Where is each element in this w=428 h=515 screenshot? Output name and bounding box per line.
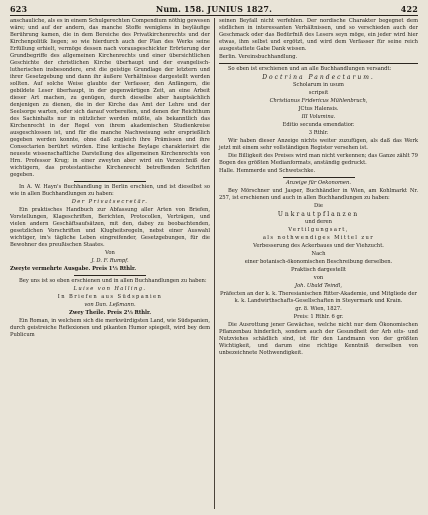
- r-ad2-title: Unkrautpflanzen: [277, 211, 360, 218]
- r-ad1-note1: Wir haben dieser Anzeige nichts weiter zuzufügen, als daß das Werk jetzt mit einem sehr vollständigen Register versehen ist.: [219, 138, 418, 151]
- page-number-left: 623: [10, 4, 28, 14]
- r-ad2-prak: Praktisch dargestellt: [290, 267, 346, 273]
- left-column: [10, 18, 210, 340]
- r-ad2-von: von: [313, 275, 324, 281]
- r-ad2-line: als nothwendiges Mittel zur: [262, 235, 375, 241]
- r-ad2-und: und deren: [305, 219, 332, 225]
- issue-date: Num. 158. JUNIUS 1827.: [155, 4, 273, 14]
- r-ad1-sig: Halle. Hemmerde und Schwetschke.: [219, 168, 316, 174]
- r-ad1-sub: Scholarum in usum: [293, 82, 344, 88]
- r-ad2-desc: einer botanisch-ökonomischen Beschreibung derselben.: [244, 259, 393, 265]
- ad1-title: Der Privatsecretär.: [71, 199, 149, 205]
- r-ad1-edition: Editio secunda emendatior.: [282, 122, 355, 128]
- r-ad2-line2: Verbesserung des Ackerbaues und der Viehzucht.: [253, 243, 384, 249]
- r-ad2-desc2: Präfecten an der k. k. Theresianischen Ritter-Akademie, und Mitgliede der k. k. Landwirthschafts-Gesellschaften in Steyermark und Krain.: [219, 291, 418, 304]
- ad2-price: Zwey Theile. Preis 2⅓ Rthlr.: [68, 310, 152, 316]
- left-paragraph-1: anschauliche, als es in einem Schulgerechten Compendium nöthig gewesen wäre; und auf der andern, das manche Stoffe weniglens in beyläufige Berührung kamen, die in dem Bereiche des Privatkirchenrechts und der Kirchenpolitik liegen; so wie hierdurch auch der Plan des Werks seine Erfüllung erhielt, vermöge dessen nach vorausgeschickter Erörterung der Grundbegriffe des allgemeinen Kirchenrechts und einer übersichtlichen Geschichte der christlichen Kirche überhaupt und der evangelisch-lutherischen insbesondere, erst die geistige Grundlage der letztern und ihrer Gesetzgebung und dann ihr äußere Verhältnisse dargestellt werden sollten. Auf solche Weise glaubte der Verfasser, den Anfängern, die gebildete Leser überhaupt, in der gegenwärtigen Zeit, an eine Arbeit dieser Art machen, zu genügen, durch dieselbe aber hauptsächlich denjenigen zu dienen, die in der Kirche das Amt der Lehre und der Seelsorge warten, oder sich darauf vorbereiten, und denen der Reichthum des Sachinhalts nur in nützlicher werden müßte, als bekanntlich das Kirchenrecht in der Regel von ihrem akademischen Studienkreise ausgeschlossen ist, und für die manche Nachweisung sehr ersprießlich gegeben werden konnte, ohne daß zugleich ihre Prämissen und ihre Consectarien berührt würden. Eine kritische Beylage charakterisirt die neueste wissenschaftliche Darstellung des allgemeinen Kirchenrechts von Hrn. Professor Krug; in einer zweyten aber wird ein Verzeichniß der wichtigern, das protestantische Kirchenrecht betreffenden Schriften gegeben.: [10, 18, 210, 178]
- ad2-author: Luise von Halling.: [73, 286, 147, 292]
- r-ad2-price2: Preis: 1 Rthlr. 6 gr.: [293, 314, 344, 320]
- r-ad1-price: 3 Rthlr.: [308, 130, 329, 136]
- r-ad1-vol: III Volumina.: [301, 114, 336, 120]
- ad1-body: Ein praktisches Handbuch zur Abfassung aller Arten von Briefen, Vorstellungen, Klageschriften, Berichten, Protocollen, Verträgen, und vielen andern Geschäftsaufsätzen, mit den, dabey zu beobachtenden, gesetzlichen Vorschriften und Klugheitsregeln, nebst einer Auswahl wichtiger, im's tägliche Leben eingreifender, Gesetzgebungen, für die Bewohner des preußischen Staates.: [10, 207, 210, 248]
- column-divider: [214, 18, 215, 509]
- ad2-von: von Dan. Leßmann.: [84, 302, 136, 308]
- page-number-right: 422: [400, 4, 418, 14]
- r-ad1-author: Christianus Fridericus Mühlenbruch,: [269, 98, 368, 104]
- right-signature-1: Berlin. Vereinsbuchhandlung.: [219, 54, 298, 60]
- r-ad1-scripsit: scripsit: [308, 90, 329, 96]
- r-ad1-intro: So eben ist erschienen und an alle Buchhandlungen versandt:: [228, 66, 392, 72]
- ad2-title: In Briefen aus Südspanien: [57, 294, 163, 300]
- ad1-edition: Zweyte vermehrte Ausgabe. Preis 1⅓ Rthlr.: [10, 266, 137, 272]
- r-ad2-nach: Nach: [311, 251, 326, 257]
- right-column: [219, 18, 418, 358]
- ad1-author: J. D. F. Rumpf.: [91, 258, 129, 264]
- r-ad2-head: Anzeige für Oekonomen.: [285, 180, 351, 186]
- page-header: [10, 4, 418, 14]
- ad2-intro: Bey uns ist so eben erschienen und in allen Buchhandlungen zu haben:: [19, 278, 207, 284]
- ad1-intro: In A. W. Hayn's Buchhandlung in Berlin erschien, und ist dieselbst so wie in allen Buchhandlungen zu haben:: [10, 184, 210, 197]
- header-rule: [10, 15, 418, 16]
- ad2-body: Ein Roman, in welchem sich die merkwürdigsten Land, wie Südspanien, durch geistreiche Reflexionen und pikanten Humor spiegelt, wird bey dem Publicum: [10, 318, 210, 338]
- r-ad2-body: Die Ausrottung jener Gewächse, welche nicht nur dem Ökonomischen Pflanzenbau hinderlich, sondern auch der Gesundheit der Arb eits- und Nutzviehes schädlich sind, ist für den Landmann von der größten Wichtigkeit, und darum eine richtige Kenntniß derselben von unbezeichnete Nothwendigkeit.: [219, 322, 418, 356]
- separator: [74, 275, 146, 276]
- separator: [283, 177, 355, 178]
- separator: [219, 63, 418, 64]
- r-ad2-price: gr. 8. Wien, 1827.: [295, 306, 342, 312]
- separator: [74, 181, 146, 182]
- right-paragraph-1: seinen Beyfall nicht verfehlen. Der nordische Charakter begegnet dem südlichen in interessanten Verhältnissen, und so verschieden auch der Geschmack oder das Bedürfniß des Lesers seyn möge, ein jeder wird hier etwas, ihm selbst und ergötzt, und wird dem Verfasser für seine reich ausgestattete Gabe Dank wissen.: [219, 18, 418, 52]
- r-ad2-intro: Bey Mörschner und Jasper, Buchhändler in Wien, am Kohlmarkt Nr. 257, ist erschienen und auch in allen Buchhandlungen zu haben:: [219, 188, 418, 201]
- r-ad1-place: JCtus Halensis.: [298, 106, 339, 112]
- r-ad2-title2: Vertilgungsart,: [288, 227, 349, 233]
- r-ad2-author: Joh. Ubald Teindl,: [294, 283, 342, 289]
- r-ad1-title: Doctrina Pandectarum.: [262, 74, 375, 81]
- r-ad2-die: Die: [314, 203, 323, 209]
- r-ad1-note2: Die Billigkeit des Preises wird man nicht verkennen; das Ganze zählt 79 Bogen des größten Medianformats, anständig gedruckt.: [219, 153, 418, 166]
- ad1-von: Von: [105, 250, 115, 256]
